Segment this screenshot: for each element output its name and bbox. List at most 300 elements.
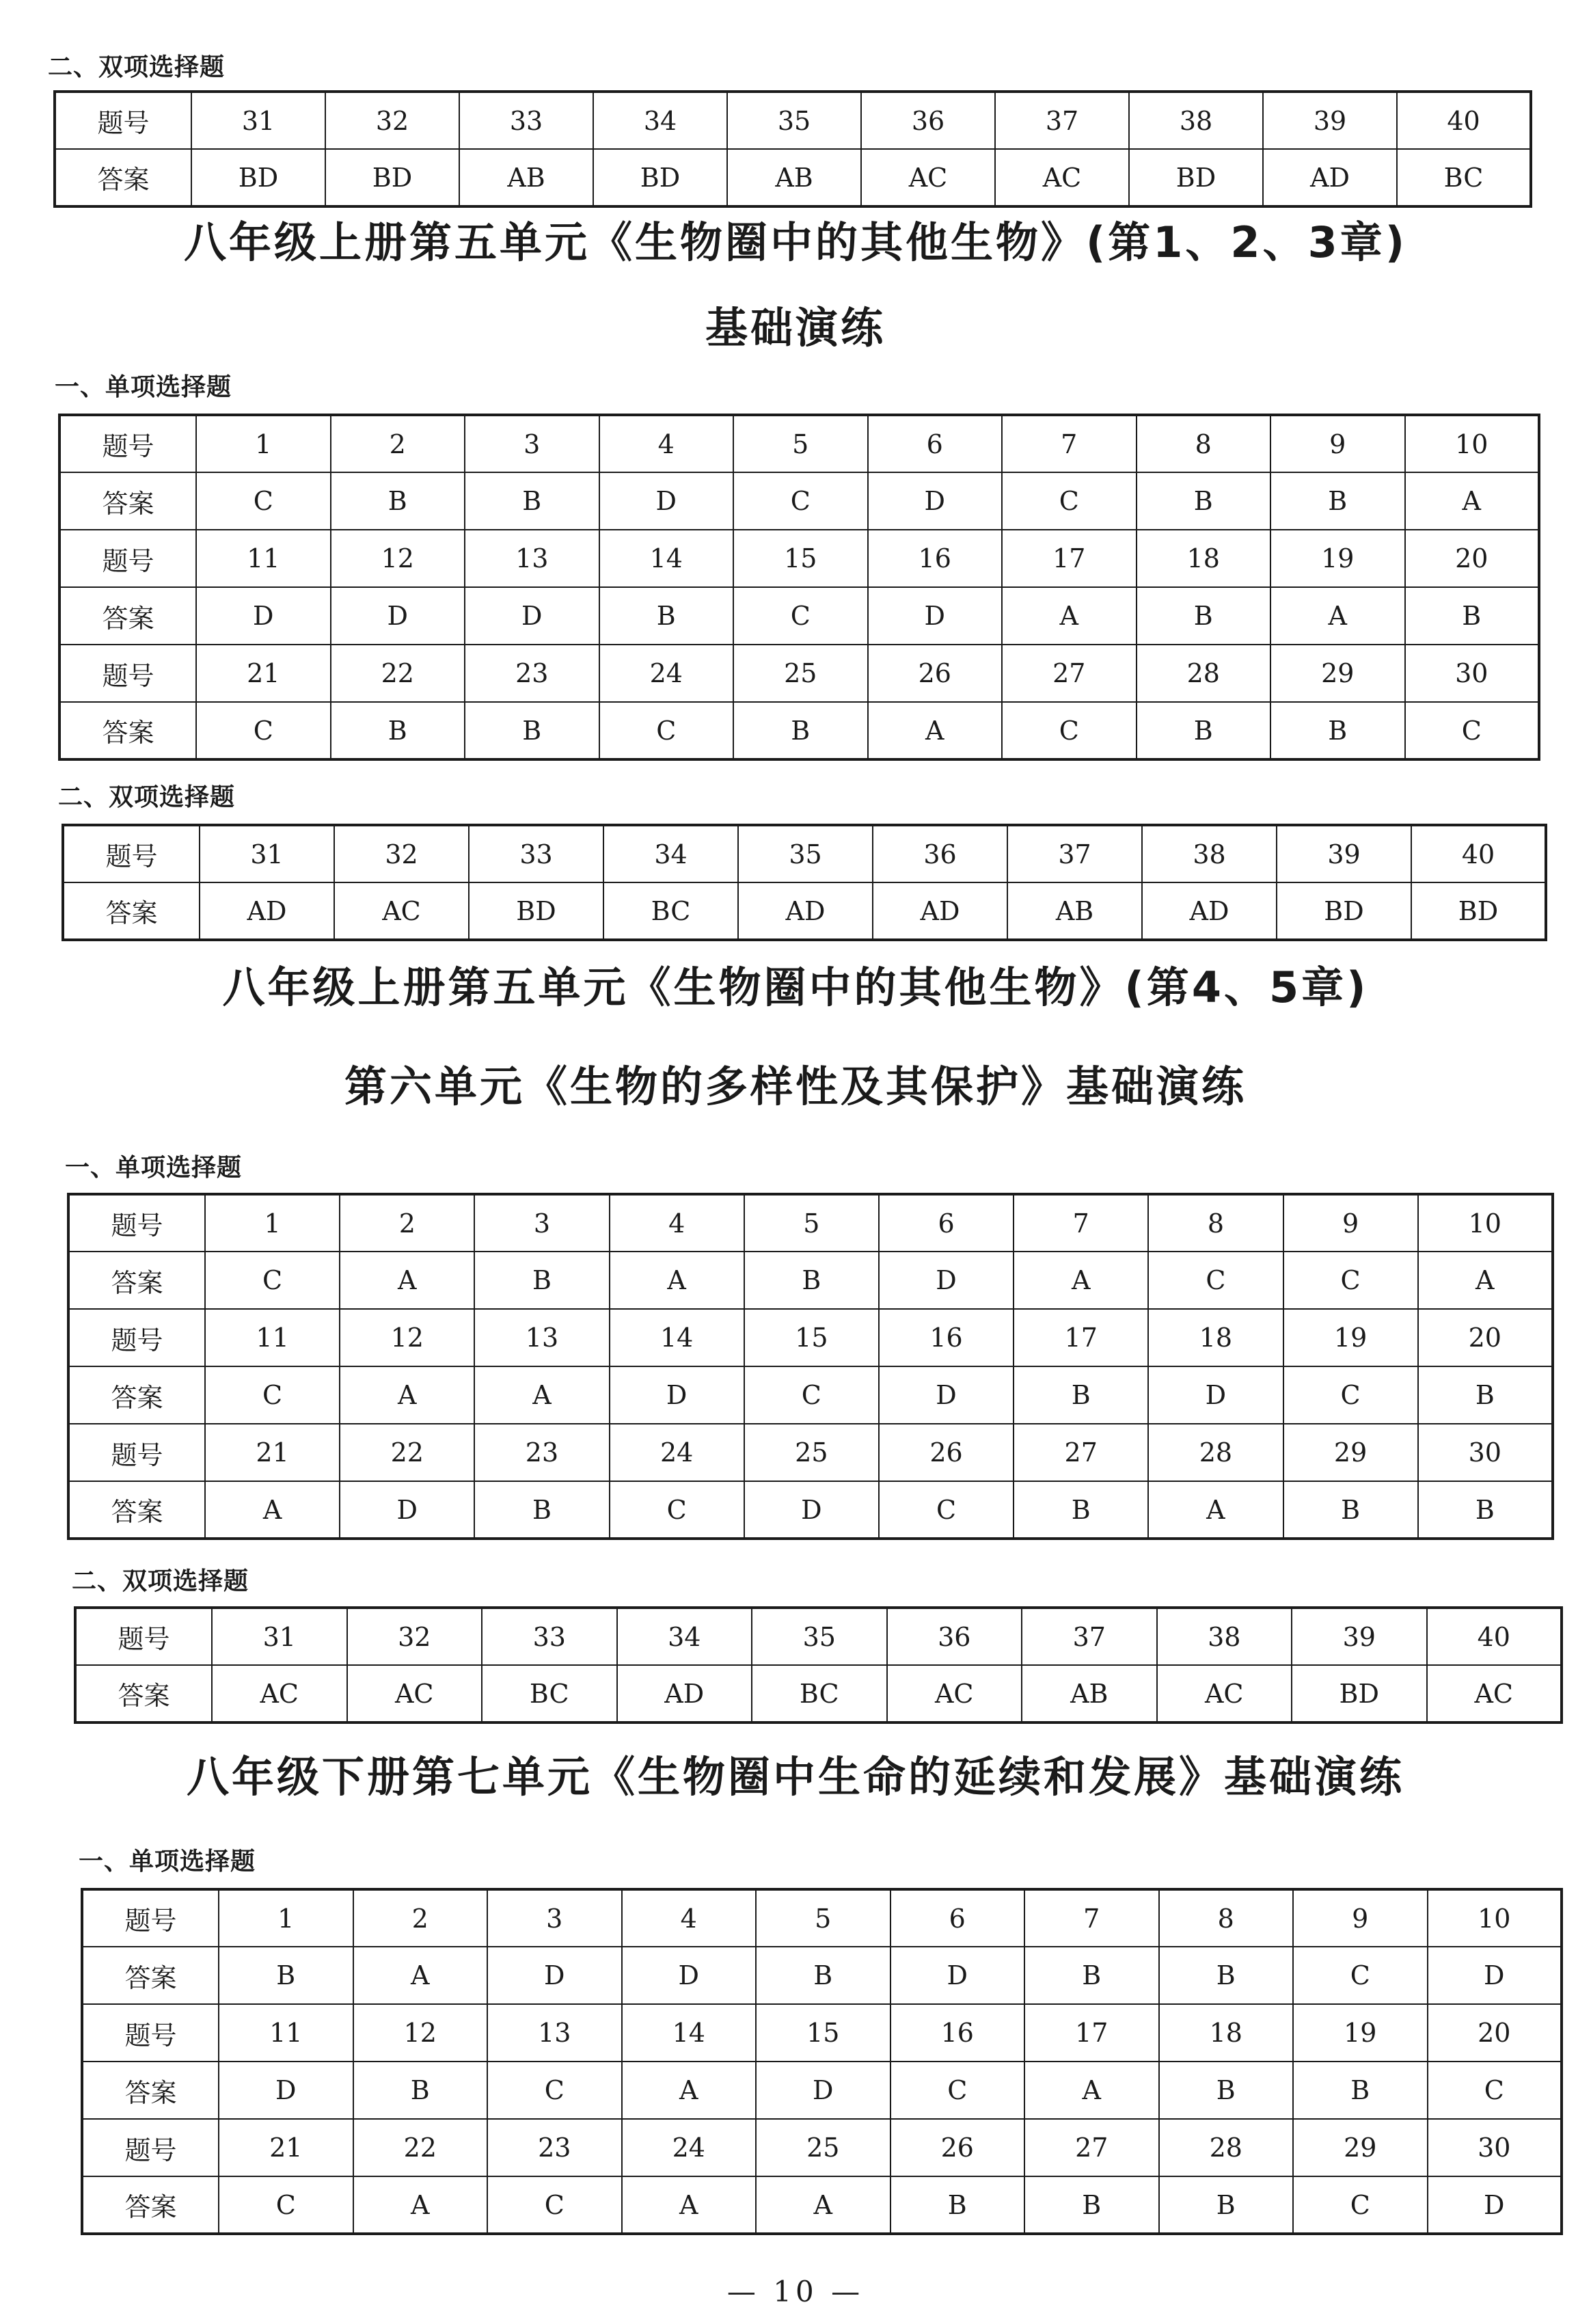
question-number: 17 <box>1014 1309 1148 1366</box>
row-label-number: 题号 <box>68 1194 205 1252</box>
answer-cell: BD <box>593 149 727 206</box>
answer-cell: B <box>331 702 465 759</box>
answer-cell: C <box>890 2062 1025 2119</box>
row-label-answer: 答案 <box>82 1947 219 2004</box>
question-number: 33 <box>459 92 593 149</box>
number-row <box>59 415 1539 472</box>
question-number: 28 <box>1159 2119 1294 2176</box>
question-number: 1 <box>219 1889 353 1947</box>
question-number: 12 <box>331 530 465 587</box>
question-number: 34 <box>603 825 738 882</box>
question-number: 30 <box>1428 2119 1562 2176</box>
number-row <box>82 2004 1562 2062</box>
row-label-answer: 答案 <box>75 1665 212 1722</box>
question-number: 12 <box>340 1309 474 1366</box>
question-number: 33 <box>469 825 603 882</box>
section-heading: 八年级上册第五单元《生物圈中的其他生物》(第1、2、3章) <box>183 217 1408 267</box>
answer-cell: B <box>474 1481 609 1539</box>
question-number: 13 <box>487 2004 622 2062</box>
row-label-answer: 答案 <box>82 2062 219 2119</box>
row-label-answer: 答案 <box>55 149 191 206</box>
answer-cell: B <box>1014 1481 1148 1539</box>
question-number: 18 <box>1159 2004 1294 2062</box>
answer-cell: C <box>1002 702 1137 759</box>
question-type-label: 二、双项选择题 <box>72 1567 249 1595</box>
answer-cell: BC <box>482 1665 617 1722</box>
answer-cell: B <box>1405 587 1540 645</box>
question-number: 32 <box>347 1608 482 1665</box>
question-number: 5 <box>744 1194 879 1252</box>
number-row <box>68 1309 1553 1366</box>
question-number: 30 <box>1418 1424 1553 1481</box>
answer-cell: D <box>487 1947 622 2004</box>
question-number: 36 <box>861 92 995 149</box>
answer-cell: D <box>196 587 331 645</box>
answer-cell: AC <box>887 1665 1022 1722</box>
answer-cell: C <box>205 1252 340 1309</box>
question-number: 38 <box>1142 825 1277 882</box>
row-label-number: 题号 <box>59 530 196 587</box>
answer-cell: A <box>622 2062 757 2119</box>
question-number: 10 <box>1405 415 1540 472</box>
answer-cell: AC <box>347 1665 482 1722</box>
answer-cell: C <box>879 1481 1014 1539</box>
row-label-number: 题号 <box>63 825 200 882</box>
answer-cell: B <box>1418 1481 1553 1539</box>
answer-cell: B <box>1024 2176 1159 2234</box>
question-number: 15 <box>756 2004 890 2062</box>
question-number: 26 <box>890 2119 1025 2176</box>
question-number: 16 <box>879 1309 1014 1366</box>
answer-cell: C <box>196 472 331 530</box>
question-number: 4 <box>599 415 734 472</box>
answer-cell: A <box>868 702 1003 759</box>
question-number: 3 <box>465 415 599 472</box>
section-heading: 第六单元《生物的多样性及其保护》基础演练 <box>344 1062 1247 1111</box>
answer-cell: A <box>610 1252 744 1309</box>
answer-cell: D <box>331 587 465 645</box>
question-number: 36 <box>887 1608 1022 1665</box>
answer-cell: B <box>219 1947 353 2004</box>
question-number: 1 <box>196 415 331 472</box>
answer-cell: D <box>599 472 734 530</box>
answer-cell: B <box>1270 702 1405 759</box>
question-number: 24 <box>599 645 734 702</box>
question-number: 38 <box>1157 1608 1292 1665</box>
question-number: 37 <box>995 92 1129 149</box>
question-number: 20 <box>1418 1309 1553 1366</box>
question-number: 10 <box>1418 1194 1553 1252</box>
answer-cell: B <box>1024 1947 1159 2004</box>
answer-cell: C <box>599 702 734 759</box>
answer-cell: AD <box>873 882 1007 940</box>
answer-cell: BC <box>603 882 738 940</box>
number-row <box>75 1608 1562 1665</box>
question-number: 12 <box>353 2004 488 2062</box>
answer-cell: B <box>744 1252 879 1309</box>
answer-row <box>68 1481 1553 1539</box>
question-type-label: 二、双项选择题 <box>58 783 236 811</box>
question-number: 23 <box>474 1424 609 1481</box>
question-number: 15 <box>744 1309 879 1366</box>
answer-cell: D <box>756 2062 890 2119</box>
question-number: 9 <box>1283 1194 1418 1252</box>
question-number: 10 <box>1428 1889 1562 1947</box>
question-number: 39 <box>1277 825 1411 882</box>
question-number: 33 <box>482 1608 617 1665</box>
row-label-number: 题号 <box>68 1309 205 1366</box>
answer-cell: B <box>1293 2062 1428 2119</box>
section-heading: 基础演练 <box>705 303 886 353</box>
answer-cell: C <box>1293 1947 1428 2004</box>
answer-cell: AC <box>334 882 469 940</box>
question-number: 14 <box>599 530 734 587</box>
answer-cell: D <box>340 1481 474 1539</box>
answer-cell: C <box>219 2176 353 2234</box>
answer-cell: B <box>465 702 599 759</box>
question-number: 31 <box>212 1608 347 1665</box>
answer-cell: D <box>879 1366 1014 1424</box>
question-number: 35 <box>738 825 873 882</box>
question-number: 25 <box>756 2119 890 2176</box>
question-number: 25 <box>744 1424 879 1481</box>
question-number: 22 <box>340 1424 474 1481</box>
question-number: 5 <box>756 1889 890 1947</box>
answer-table <box>81 1888 1563 2235</box>
question-number: 13 <box>465 530 599 587</box>
answer-row <box>55 149 1531 206</box>
answer-cell: B <box>1159 1947 1294 2004</box>
row-label-number: 题号 <box>82 1889 219 1947</box>
answer-cell: BD <box>1292 1665 1427 1722</box>
question-number: 34 <box>593 92 727 149</box>
answer-cell: B <box>890 2176 1025 2234</box>
answer-cell: AB <box>1007 882 1142 940</box>
answer-cell: B <box>1283 1481 1418 1539</box>
answer-cell: B <box>1270 472 1405 530</box>
question-number: 37 <box>1007 825 1142 882</box>
answer-cell: C <box>487 2176 622 2234</box>
question-number: 4 <box>610 1194 744 1252</box>
answer-cell: A <box>1148 1481 1283 1539</box>
question-number: 14 <box>622 2004 757 2062</box>
answer-cell: C <box>487 2062 622 2119</box>
answer-row <box>59 587 1539 645</box>
question-number: 11 <box>196 530 331 587</box>
question-number: 7 <box>1024 1889 1159 1947</box>
answer-cell: A <box>1024 2062 1159 2119</box>
answer-cell: C <box>610 1481 744 1539</box>
question-number: 21 <box>196 645 331 702</box>
question-number: 27 <box>1002 645 1137 702</box>
answer-table <box>62 824 1547 941</box>
question-number: 9 <box>1293 1889 1428 1947</box>
answer-cell: AD <box>617 1665 752 1722</box>
answer-cell: C <box>1428 2062 1562 2119</box>
answer-cell: B <box>1418 1366 1553 1424</box>
question-number: 39 <box>1292 1608 1427 1665</box>
question-number: 17 <box>1002 530 1137 587</box>
answer-cell: B <box>353 2062 488 2119</box>
question-number: 19 <box>1270 530 1405 587</box>
question-number: 27 <box>1024 2119 1159 2176</box>
answer-cell: AD <box>1263 149 1397 206</box>
answer-cell: D <box>868 587 1003 645</box>
answer-cell: D <box>1428 2176 1562 2234</box>
question-number: 22 <box>331 645 465 702</box>
question-number: 25 <box>733 645 868 702</box>
question-number: 8 <box>1159 1889 1294 1947</box>
question-number: 13 <box>474 1309 609 1366</box>
question-number: 2 <box>353 1889 488 1947</box>
answer-cell: D <box>890 1947 1025 2004</box>
question-number: 18 <box>1148 1309 1283 1366</box>
answer-cell: AC <box>1427 1665 1562 1722</box>
question-number: 16 <box>890 2004 1025 2062</box>
question-number: 40 <box>1411 825 1546 882</box>
page-number: — 10 — <box>726 2275 865 2308</box>
answer-cell: D <box>1148 1366 1283 1424</box>
question-number: 26 <box>868 645 1003 702</box>
question-number: 2 <box>340 1194 474 1252</box>
answer-cell: C <box>733 587 868 645</box>
question-number: 16 <box>868 530 1003 587</box>
answer-cell: D <box>879 1252 1014 1309</box>
answer-row <box>59 702 1539 759</box>
row-label-number: 题号 <box>68 1424 205 1481</box>
answer-cell: B <box>1137 587 1271 645</box>
answer-row <box>82 2062 1562 2119</box>
answer-cell: D <box>219 2062 353 2119</box>
question-number: 15 <box>733 530 868 587</box>
question-number: 8 <box>1137 415 1271 472</box>
question-number: 7 <box>1014 1194 1148 1252</box>
answer-cell: A <box>353 2176 488 2234</box>
question-number: 24 <box>610 1424 744 1481</box>
answer-row <box>75 1665 1562 1722</box>
question-number: 29 <box>1293 2119 1428 2176</box>
question-number: 37 <box>1022 1608 1157 1665</box>
number-row <box>59 645 1539 702</box>
question-number: 27 <box>1014 1424 1148 1481</box>
answer-row <box>82 1947 1562 2004</box>
answer-cell: D <box>744 1481 879 1539</box>
answer-cell: B <box>1014 1366 1148 1424</box>
question-number: 6 <box>890 1889 1025 1947</box>
section-heading: 八年级上册第五单元《生物圈中的其他生物》(第4、5章) <box>222 962 1369 1012</box>
number-row <box>55 92 1531 149</box>
answer-cell: B <box>733 702 868 759</box>
question-number: 40 <box>1397 92 1531 149</box>
answer-cell: AC <box>995 149 1129 206</box>
question-number: 6 <box>879 1194 1014 1252</box>
answer-cell: AD <box>738 882 873 940</box>
question-number: 35 <box>752 1608 887 1665</box>
question-number: 1 <box>205 1194 340 1252</box>
question-number: 18 <box>1137 530 1271 587</box>
answer-cell: B <box>331 472 465 530</box>
answer-cell: A <box>353 1947 488 2004</box>
answer-cell: A <box>1002 587 1137 645</box>
question-type-label: 一、单项选择题 <box>79 1848 256 1876</box>
question-type-label: 一、单项选择题 <box>65 1154 243 1182</box>
answer-cell: BD <box>1129 149 1263 206</box>
answer-cell: A <box>474 1366 609 1424</box>
question-number: 17 <box>1024 2004 1159 2062</box>
row-label-number: 题号 <box>75 1608 212 1665</box>
answer-cell: D <box>610 1366 744 1424</box>
answer-cell: AB <box>1022 1665 1157 1722</box>
answer-cell: C <box>196 702 331 759</box>
question-number: 26 <box>879 1424 1014 1481</box>
question-number: 3 <box>474 1194 609 1252</box>
row-label-answer: 答案 <box>59 587 196 645</box>
answer-cell: B <box>1137 472 1271 530</box>
row-label-number: 题号 <box>59 415 196 472</box>
question-number: 30 <box>1405 645 1540 702</box>
answer-cell: BD <box>191 149 325 206</box>
answer-cell: C <box>744 1366 879 1424</box>
question-number: 29 <box>1283 1424 1418 1481</box>
number-row <box>68 1424 1553 1481</box>
question-number: 28 <box>1137 645 1271 702</box>
answer-row <box>59 472 1539 530</box>
answer-cell: C <box>733 472 868 530</box>
answer-cell: D <box>622 1947 757 2004</box>
answer-cell: A <box>1014 1252 1148 1309</box>
answer-cell: D <box>1428 1947 1562 2004</box>
answer-cell: A <box>340 1252 474 1309</box>
question-number: 5 <box>733 415 868 472</box>
question-number: 29 <box>1270 645 1405 702</box>
question-number: 23 <box>465 645 599 702</box>
answer-cell: BC <box>1397 149 1531 206</box>
answer-cell: A <box>622 2176 757 2234</box>
question-number: 20 <box>1405 530 1540 587</box>
answer-table <box>53 90 1532 208</box>
question-number: 38 <box>1129 92 1263 149</box>
number-row <box>82 2119 1562 2176</box>
question-number: 11 <box>219 2004 353 2062</box>
question-number: 20 <box>1428 2004 1562 2062</box>
answer-row <box>68 1366 1553 1424</box>
question-number: 39 <box>1263 92 1397 149</box>
answer-cell: D <box>465 587 599 645</box>
answer-cell: A <box>340 1366 474 1424</box>
section-heading: 八年级下册第七单元《生物圈中生命的延续和发展》基础演练 <box>186 1752 1404 1802</box>
answer-cell: C <box>1002 472 1137 530</box>
answer-table <box>74 1606 1563 1724</box>
question-number: 8 <box>1148 1194 1283 1252</box>
answer-cell: C <box>1148 1252 1283 1309</box>
answer-cell: A <box>205 1481 340 1539</box>
row-label-number: 题号 <box>59 645 196 702</box>
question-number: 40 <box>1427 1608 1562 1665</box>
answer-cell: B <box>465 472 599 530</box>
answer-cell: B <box>1137 702 1271 759</box>
row-label-answer: 答案 <box>82 2176 219 2234</box>
answer-cell: B <box>599 587 734 645</box>
answer-table <box>58 414 1540 761</box>
question-number: 24 <box>622 2119 757 2176</box>
answer-cell: AD <box>1142 882 1277 940</box>
question-number: 3 <box>487 1889 622 1947</box>
row-label-answer: 答案 <box>68 1252 205 1309</box>
answer-cell: B <box>474 1252 609 1309</box>
question-number: 22 <box>353 2119 488 2176</box>
question-number: 11 <box>205 1309 340 1366</box>
answer-cell: B <box>1159 2176 1294 2234</box>
question-number: 19 <box>1283 1309 1418 1366</box>
row-label-answer: 答案 <box>63 882 200 940</box>
answer-cell: A <box>1270 587 1405 645</box>
question-number: 14 <box>610 1309 744 1366</box>
answer-row <box>82 2176 1562 2234</box>
answer-cell: BD <box>1277 882 1411 940</box>
answer-cell: AB <box>459 149 593 206</box>
answer-cell: BD <box>469 882 603 940</box>
answer-cell: C <box>1405 702 1540 759</box>
question-number: 19 <box>1293 2004 1428 2062</box>
number-row <box>59 530 1539 587</box>
question-number: 32 <box>325 92 459 149</box>
answer-cell: C <box>1293 2176 1428 2234</box>
answer-cell: B <box>1159 2062 1294 2119</box>
question-number: 36 <box>873 825 1007 882</box>
row-label-answer: 答案 <box>68 1481 205 1539</box>
answer-cell: A <box>1405 472 1540 530</box>
question-type-label: 一、单项选择题 <box>55 373 232 401</box>
question-number: 9 <box>1270 415 1405 472</box>
number-row <box>68 1194 1553 1252</box>
row-label-answer: 答案 <box>59 702 196 759</box>
question-number: 31 <box>200 825 334 882</box>
number-row <box>63 825 1546 882</box>
answer-cell: BD <box>1411 882 1546 940</box>
answer-cell: AC <box>212 1665 347 1722</box>
row-label-answer: 答案 <box>68 1366 205 1424</box>
question-number: 2 <box>331 415 465 472</box>
answer-cell: C <box>1283 1366 1418 1424</box>
answer-cell: A <box>1418 1252 1553 1309</box>
answer-cell: A <box>756 2176 890 2234</box>
question-number: 23 <box>487 2119 622 2176</box>
answer-cell: C <box>1283 1252 1418 1309</box>
row-label-number: 题号 <box>82 2004 219 2062</box>
answer-cell: AC <box>861 149 995 206</box>
row-label-answer: 答案 <box>59 472 196 530</box>
question-number: 21 <box>219 2119 353 2176</box>
number-row <box>82 1889 1562 1947</box>
question-number: 4 <box>622 1889 757 1947</box>
row-label-number: 题号 <box>82 2119 219 2176</box>
question-number: 34 <box>617 1608 752 1665</box>
answer-cell: BD <box>325 149 459 206</box>
row-label-number: 题号 <box>55 92 191 149</box>
answer-cell: AD <box>200 882 334 940</box>
question-number: 31 <box>191 92 325 149</box>
answer-cell: AB <box>727 149 861 206</box>
answer-cell: B <box>756 1947 890 2004</box>
question-number: 6 <box>868 415 1003 472</box>
answer-table <box>67 1193 1554 1540</box>
answer-row <box>63 882 1546 940</box>
question-type-label: 二、双项选择题 <box>48 53 226 81</box>
answer-cell: D <box>868 472 1003 530</box>
question-number: 35 <box>727 92 861 149</box>
answer-row <box>68 1252 1553 1309</box>
question-number: 32 <box>334 825 469 882</box>
